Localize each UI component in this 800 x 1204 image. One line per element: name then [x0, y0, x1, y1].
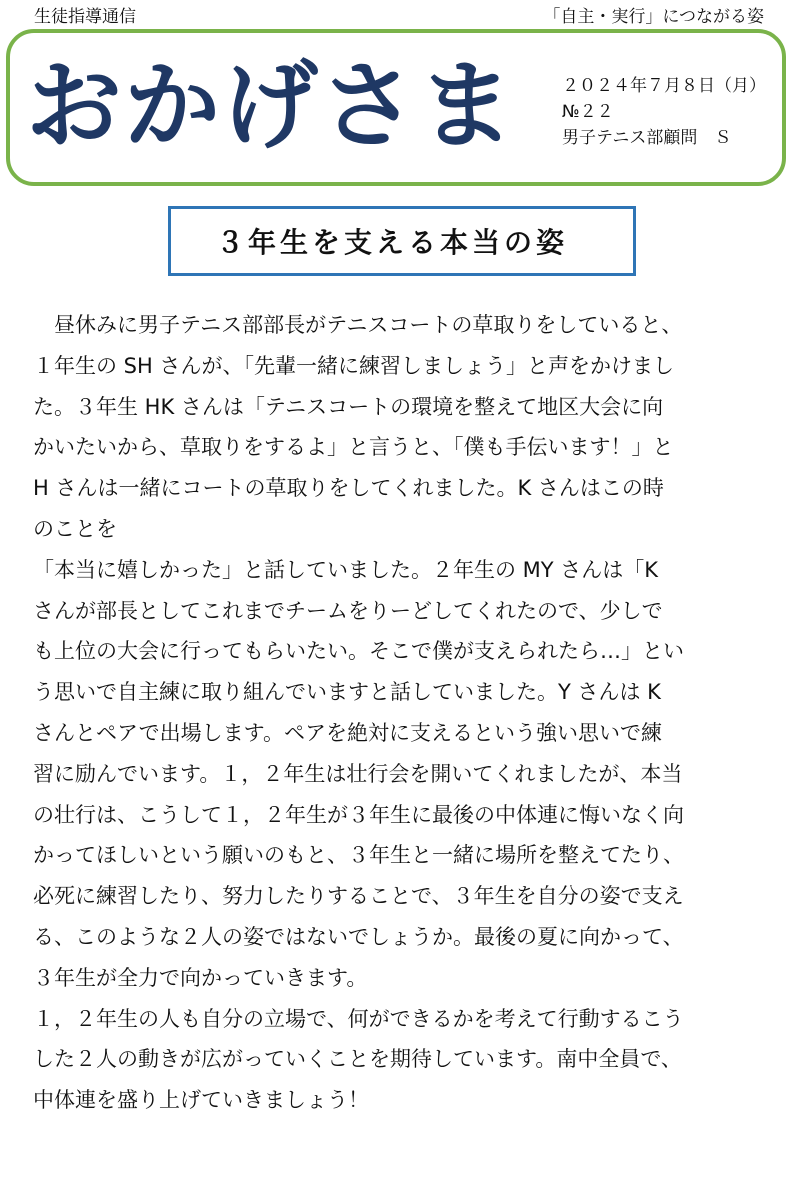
body-line: １，２年生の人も自分の立場で、何ができるかを考えて行動するこう [33, 1006, 684, 1031]
article-headline: ３年生を支える本当の姿 [215, 226, 568, 259]
body-line: のことを [33, 516, 117, 541]
body-line: かいたいから、草取りをするよ」と言うと、「僕も手伝います！」と [33, 435, 674, 460]
body-line: H さんは一緒にコートの草取りをしてくれました。K さんはこの時 [33, 476, 664, 501]
body-line: も上位の大会に行ってもらいたい。そこで僕が支えられたら…」とい [33, 639, 684, 664]
newsletter-name: 生徒指導通信 [34, 7, 136, 27]
body-line: １年生の SH さんが、「先輩一緒に練習しましょう」と声をかけまし [33, 353, 674, 378]
masthead-info [562, 73, 766, 151]
masthead-title: おかげさま [26, 50, 516, 162]
masthead [6, 29, 786, 186]
body-line: さんが部長としてこれまでチームをりーどしてくれたので、少しで [33, 598, 663, 623]
body-line: した２人の動きが広がっていくことを期待しています。南中全員で、 [33, 1047, 682, 1072]
body-line: う思いで自主練に取り組んでいますと話していました。Y さんは K [33, 680, 661, 705]
body-line: かってほしいという願いのもと、３年生と一緒に場所を整えてたり、 [33, 843, 684, 868]
article-body [33, 305, 783, 1121]
body-line: 必死に練習したり、努力したりすることで、３年生を自分の姿で支え [33, 884, 684, 909]
issue-number: №２２ [562, 102, 614, 122]
body-line: 習に励んでいます。１，２年生は壮行会を開いてくれましたが、本当 [33, 761, 683, 786]
author: 男子テニス部顧問 Ｓ [562, 128, 732, 148]
body-line: の壮行は、こうして１，２年生が３年生に最後の中体連に悔いなく向 [33, 802, 684, 827]
body-line: さんとペアで出場します。ペアを絶対に支えるという強い思いで練 [33, 720, 662, 745]
issue-date: ２０２４年７月８日（月） [562, 76, 766, 96]
body-line: 昼休みに男子テニス部部長がテニスコートの草取りをしていると、 [33, 313, 683, 337]
body-line: 「本当に嬉しかった」と話していました。２年生の MY さんは「K [33, 557, 659, 582]
body-line: る、このような２人の姿ではないでしょうか。最後の夏に向かって、 [33, 924, 684, 949]
headline-box [168, 206, 636, 276]
body-line: ３年生が全力で向かっていきます。 [33, 965, 368, 990]
newsletter-theme: 「自主・実行」につながる姿 [543, 7, 764, 27]
body-line: 中体連を盛り上げていきましょう！ [33, 1088, 369, 1113]
body-line: た。３年生 HK さんは「テニスコートの環境を整えて地区大会に向 [33, 394, 664, 419]
